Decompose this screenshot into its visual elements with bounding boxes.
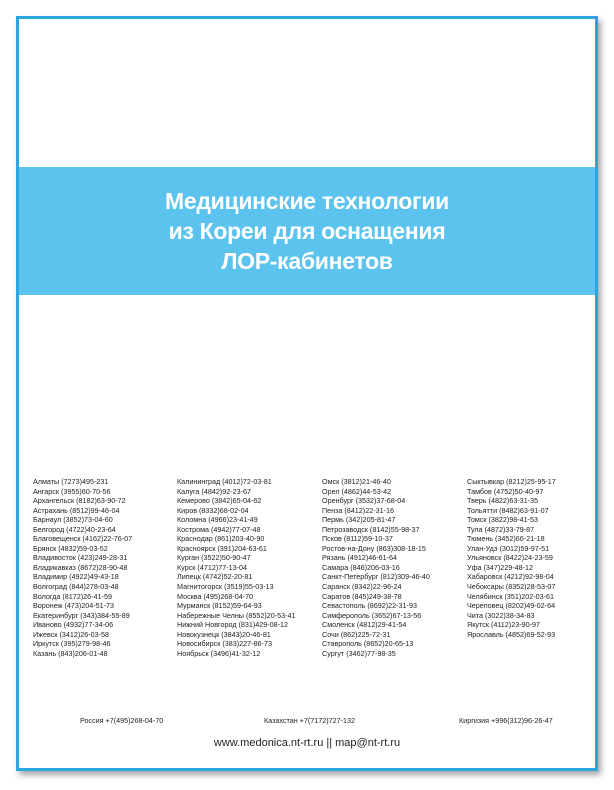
city-contact: Ставрополь (8652)20-65-13 (322, 639, 414, 649)
city-contact: Ростов-на-Дону (863)308-18-15 (322, 543, 426, 553)
city-contact: Тольятти (8482)63-91-07 (467, 505, 549, 515)
city-contact: Уфа (347)229-48-12 (467, 562, 534, 572)
city-contact: Хабаровск (4212)92-98-04 (467, 572, 554, 582)
city-contact: Курск (4712)77-13-04 (177, 562, 247, 572)
city-contact: Самара (846)206-03-16 (322, 562, 400, 572)
city-contact: Иркутск (395)279-98-46 (33, 639, 111, 649)
city-contact: Белгород (4722)40-23-64 (33, 524, 116, 534)
country-kazakhstan-phone: Казахстан +7(7172)727-132 (264, 716, 356, 725)
city-contact: Волгоград (844)278-03-48 (33, 582, 119, 592)
city-contact: Челябинск (351)202-03-61 (467, 591, 555, 601)
city-contact: Псков (8112)59-10-37 (322, 534, 393, 544)
city-contact: Курган (3522)50-90-47 (177, 553, 251, 563)
city-contact: Архангельск (8182)63-90-72 (33, 496, 126, 506)
city-contact: Орел (4862)44-53-42 (322, 486, 392, 496)
city-contact: Череповец (8202)49-02-64 (467, 601, 556, 611)
city-contact: Томск (3822)98-41-53 (467, 515, 539, 525)
city-contact: Чебоксары (8352)28-53-07 (467, 582, 556, 592)
city-contact: Москва (495)268-04-70 (177, 591, 254, 601)
city-contact: Тула (4872)33-79-87 (467, 524, 535, 534)
city-contact: Владимир (4922)49-43-18 (33, 572, 119, 582)
city-contact: Кемерово (3842)65-04-62 (177, 496, 262, 506)
city-contact: Новокузнецк (3843)20-46-81 (177, 629, 271, 639)
city-contact: Барнаул (3852)73-04-60 (33, 515, 113, 525)
city-contact: Оренбург (3532)37-68-04 (322, 496, 406, 506)
city-contact: Екатеринбург (343)384-55-89 (33, 610, 130, 620)
city-contact: Ангарск (3955)60-70-56 (33, 486, 111, 496)
city-contact: Воронеж (473)204-51-73 (33, 601, 115, 611)
city-contact: Сочи (862)225-72-31 (322, 629, 391, 639)
city-contact: Тюмень (3452)66-21-18 (467, 534, 545, 544)
city-contact: Пермь (342)205-81-47 (322, 515, 396, 525)
city-contact: Якутск (4112)23-90-97 (467, 620, 540, 630)
city-contact: Петрозаводск (8142)55-98-37 (322, 524, 420, 534)
city-contact: Казань (843)206-01-48 (33, 648, 108, 658)
city-contact: Сыктывкар (8212)25-95-17 (467, 477, 556, 486)
city-contact: Тверь (4822)63-31-35 (467, 496, 539, 506)
city-contact: Рязань (4912)46-61-64 (322, 553, 397, 563)
city-contact: Набережные Челны (8552)20-53-41 (177, 610, 296, 620)
document-title (165, 186, 449, 276)
city-contact: Астрахань (8512)99-46-04 (33, 505, 120, 515)
document-page (16, 16, 598, 771)
city-contact: Улан-Удэ (3012)59-97-51 (467, 543, 550, 553)
city-contact: Омск (3812)21-46-40 (322, 477, 391, 486)
city-contact: Кострома (4942)77-07-48 (177, 524, 261, 534)
city-contact: Брянск (4832)59-03-52 (33, 543, 108, 553)
title-line-2: из Кореи для оснащения (168, 218, 446, 244)
city-contact: Владикавказ (8672)28-90-48 (33, 562, 128, 572)
city-contact: Благовещенск (4162)22-76-07 (33, 534, 133, 544)
city-contact: Тамбов (4752)50-40-97 (467, 486, 544, 496)
city-contact: Пенза (8412)22-31-16 (322, 505, 394, 515)
city-column-3 (322, 477, 430, 658)
city-contact: Смоленск (4812)29-41-54 (322, 620, 407, 630)
city-contact: Чита (3022)38-34-83 (467, 610, 535, 620)
footer-contacts[interactable]: www.medonica.nt-rt.ru || map@nt-rt.ru (213, 737, 401, 749)
city-contact: Ноябрьск (3496)41-32-12 (177, 648, 261, 658)
city-contact: Киров (8332)68-02-04 (177, 505, 249, 515)
city-contact: Новосибирск (383)227-86-73 (177, 639, 272, 649)
city-contact: Симферополь (3652)67-13-56 (322, 610, 422, 620)
city-contact: Мурманск (8152)59-64-93 (177, 601, 262, 611)
city-contact: Липецк (4742)52-20-81 (177, 572, 253, 582)
city-contact: Краснодар (861)203-40-90 (177, 534, 265, 544)
city-contact: Вологда (8172)26-41-59 (33, 591, 112, 601)
country-russia-phone: Россия +7(495)268-04-70 (80, 716, 164, 725)
city-column-4 (467, 477, 556, 639)
city-contact: Иваново (4932)77-34-06 (33, 620, 114, 630)
city-contact: Сургут (3462)77-98-35 (322, 648, 396, 658)
city-contact: Саратов (845)249-38-78 (322, 591, 402, 601)
city-contact: Нижний Новгород (831)429-08-12 (177, 620, 289, 630)
city-column-2 (177, 477, 296, 658)
country-kyrgyzstan-phone: Киргизия +996(312)96-26-47 (459, 716, 553, 725)
city-contact: Калуга (4842)92-23-67 (177, 486, 251, 496)
city-contact: Севастополь (8692)22-31-93 (322, 601, 417, 611)
city-contact: Санкт-Петербург (812)309-46-40 (322, 572, 430, 582)
city-column-1 (33, 477, 132, 658)
city-contact: Калининград (4012)72-03-81 (177, 477, 272, 486)
title-line-1: Медицинские технологии (164, 188, 449, 214)
city-contact: Ярославль (4852)69-52-93 (467, 629, 556, 639)
city-contact: Коломна (4966)23-41-49 (177, 515, 258, 525)
city-contact: Ульяновск (8422)24-23-59 (467, 553, 553, 563)
title-banner (19, 167, 595, 295)
city-contact: Саранск (8342)22-96-24 (322, 582, 402, 592)
city-contact: Ижевск (3412)26-03-58 (33, 629, 109, 639)
city-contact: Владивосток (423)249-28-31 (33, 553, 128, 563)
city-contact: Красноярск (391)204-63-61 (177, 543, 267, 553)
city-contact: Алматы (7273)495-231 (33, 477, 109, 486)
title-line-3: ЛОР-кабинетов (221, 248, 393, 274)
city-contact: Магнитогорск (3519)55-03-13 (177, 582, 274, 592)
